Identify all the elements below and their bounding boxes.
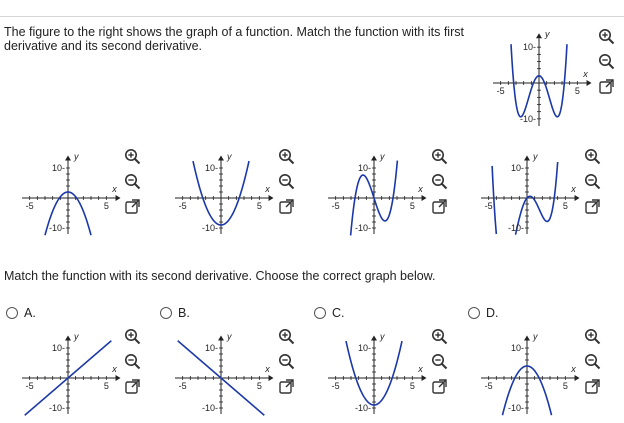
x-axis-arrow bbox=[269, 375, 274, 381]
x-axis-label: x bbox=[265, 184, 270, 194]
zoom-in-icon bbox=[584, 148, 601, 165]
graph-svg-c1 bbox=[25, 146, 120, 242]
zoom-in-icon bbox=[124, 148, 141, 165]
y-min-label: -10- bbox=[354, 403, 371, 413]
zoom-out-icon bbox=[431, 173, 448, 190]
y-max-label: 10- bbox=[204, 163, 218, 173]
x-axis-arrow bbox=[116, 375, 121, 381]
radio-d[interactable] bbox=[468, 307, 480, 319]
zoom-in-button-c2[interactable] bbox=[278, 148, 295, 165]
option-a-label: A. bbox=[24, 306, 36, 320]
x-axis-arrow bbox=[422, 195, 427, 201]
x-min-label: -5 bbox=[331, 201, 340, 211]
zoom-in-icon bbox=[431, 148, 448, 165]
zoom-out-button-top[interactable] bbox=[598, 53, 615, 70]
x-axis-label: x bbox=[571, 364, 576, 374]
zoom-out-icon bbox=[584, 353, 601, 370]
popout-icon bbox=[278, 378, 295, 395]
graph-c bbox=[331, 326, 438, 422]
y-axis-label: y bbox=[227, 331, 232, 342]
y-axis-label: y bbox=[74, 151, 79, 162]
popout-button-top[interactable] bbox=[598, 78, 615, 95]
zoom-in-icon bbox=[598, 28, 615, 45]
question-text: The figure to the right shows the graph of a function. Match the function with its first derivative and its second derivative. bbox=[4, 25, 464, 53]
y-axis-arrow bbox=[371, 336, 377, 341]
popout-button-c1[interactable] bbox=[124, 198, 141, 215]
x-min-label: -5 bbox=[484, 381, 493, 391]
y-axis-label: y bbox=[380, 151, 385, 162]
y-axis-arrow bbox=[65, 336, 71, 341]
zoom-out-icon bbox=[584, 173, 601, 190]
y-min-label: -10- bbox=[201, 403, 218, 413]
zoom-in-button-top[interactable] bbox=[598, 28, 615, 45]
x-min-label: -5 bbox=[25, 201, 34, 211]
x-min-label: -5 bbox=[178, 201, 187, 211]
y-axis-label: y bbox=[545, 29, 550, 40]
zoom-out-icon bbox=[278, 353, 295, 370]
option-a[interactable] bbox=[6, 306, 36, 320]
option-c-label: C. bbox=[332, 306, 345, 320]
y-axis-arrow bbox=[371, 156, 377, 161]
zoom-out-button-c[interactable] bbox=[431, 353, 448, 370]
graph-c3 bbox=[331, 146, 438, 242]
popout-button-c[interactable] bbox=[431, 378, 448, 395]
option-d[interactable] bbox=[468, 306, 499, 320]
x-axis-label: x bbox=[265, 364, 270, 374]
graph-c4 bbox=[484, 146, 591, 242]
zoom-out-icon bbox=[278, 173, 295, 190]
zoom-out-button-c3[interactable] bbox=[431, 173, 448, 190]
popout-button-a[interactable] bbox=[124, 378, 141, 395]
y-axis-arrow bbox=[218, 336, 224, 341]
y-max-label: 10- bbox=[510, 343, 524, 353]
graph-svg-c2 bbox=[178, 146, 273, 242]
graph-svg-c bbox=[331, 326, 426, 422]
zoom-in-icon bbox=[278, 328, 295, 345]
y-axis-arrow bbox=[524, 336, 530, 341]
y-max-label: 10- bbox=[522, 42, 536, 53]
radio-b[interactable] bbox=[160, 307, 172, 319]
x-axis-label: x bbox=[112, 184, 117, 194]
x-max-label: 5 bbox=[562, 381, 568, 391]
zoom-out-icon bbox=[124, 353, 141, 370]
graph-svg-b bbox=[178, 326, 273, 422]
zoom-in-icon bbox=[431, 328, 448, 345]
y-min-label: -10- bbox=[354, 223, 371, 233]
popout-icon bbox=[431, 378, 448, 395]
popout-icon bbox=[584, 378, 601, 395]
x-axis-label: x bbox=[418, 184, 423, 194]
zoom-in-icon bbox=[584, 328, 601, 345]
popout-icon bbox=[431, 198, 448, 215]
zoom-in-button-d[interactable] bbox=[584, 328, 601, 345]
x-axis-label: x bbox=[571, 184, 576, 194]
y-axis-arrow bbox=[524, 156, 530, 161]
y-axis-arrow bbox=[536, 33, 542, 38]
option-d-label: D. bbox=[486, 306, 499, 320]
graph-b bbox=[178, 326, 285, 422]
graph-a bbox=[25, 326, 132, 422]
y-axis-arrow bbox=[218, 156, 224, 161]
graph-svg-top bbox=[496, 24, 591, 134]
x-max-label: 5 bbox=[562, 201, 568, 211]
x-axis-label: x bbox=[112, 364, 117, 374]
x-min-label: -5 bbox=[331, 381, 340, 391]
popout-button-c2[interactable] bbox=[278, 198, 295, 215]
graph-c2 bbox=[178, 146, 285, 242]
x-max-label: 5 bbox=[409, 201, 415, 211]
x-min-label: -5 bbox=[484, 201, 493, 211]
popout-icon bbox=[278, 198, 295, 215]
y-axis-label: y bbox=[533, 151, 538, 162]
popout-icon bbox=[124, 198, 141, 215]
popout-icon bbox=[598, 78, 615, 95]
x-max-label: 5 bbox=[103, 201, 109, 211]
zoom-out-button-c2[interactable] bbox=[278, 173, 295, 190]
zoom-out-button-c4[interactable] bbox=[584, 173, 601, 190]
option-c[interactable] bbox=[314, 306, 345, 320]
popout-icon bbox=[584, 198, 601, 215]
radio-c[interactable] bbox=[314, 307, 326, 319]
zoom-in-icon bbox=[124, 328, 141, 345]
zoom-in-icon bbox=[278, 148, 295, 165]
x-min-label: -5 bbox=[178, 381, 187, 391]
graph-d bbox=[484, 326, 591, 422]
y-min-label: -10- bbox=[48, 403, 65, 413]
x-max-label: 5 bbox=[409, 381, 415, 391]
zoom-out-button-b[interactable] bbox=[278, 353, 295, 370]
y-min-label: -10- bbox=[519, 113, 536, 124]
zoom-out-icon bbox=[124, 173, 141, 190]
x-axis-arrow bbox=[269, 195, 274, 201]
x-axis-arrow bbox=[587, 80, 592, 86]
divider bbox=[0, 16, 624, 17]
radio-a[interactable] bbox=[6, 307, 18, 319]
y-max-label: 10- bbox=[204, 343, 218, 353]
graph-svg-d bbox=[484, 326, 579, 422]
x-max-label: 5 bbox=[256, 201, 262, 211]
x-axis-arrow bbox=[575, 375, 580, 381]
y-axis-label: y bbox=[74, 331, 79, 342]
zoom-out-button-d[interactable] bbox=[584, 353, 601, 370]
x-max-label: 5 bbox=[574, 86, 580, 96]
zoom-in-button-c[interactable] bbox=[431, 328, 448, 345]
popout-button-d[interactable] bbox=[584, 378, 601, 395]
zoom-in-button-b[interactable] bbox=[278, 328, 295, 345]
x-max-label: 5 bbox=[103, 381, 109, 391]
x-axis-arrow bbox=[422, 375, 427, 381]
popout-button-b[interactable] bbox=[278, 378, 295, 395]
y-max-label: 10- bbox=[51, 163, 65, 173]
x-max-label: 5 bbox=[256, 381, 262, 391]
y-max-label: 10- bbox=[510, 163, 524, 173]
y-max-label: 10- bbox=[357, 343, 371, 353]
y-min-label: -10- bbox=[48, 223, 65, 233]
second-prompt: Match the function with its second derivative. Choose the correct graph below. bbox=[4, 269, 436, 283]
graph-svg-c3 bbox=[331, 146, 426, 242]
zoom-in-button-a[interactable] bbox=[124, 328, 141, 345]
x-min-label: -5 bbox=[496, 86, 505, 96]
y-min-label: -10- bbox=[507, 403, 524, 413]
y-axis-arrow bbox=[65, 156, 71, 161]
zoom-out-icon bbox=[598, 53, 615, 70]
y-max-label: 10- bbox=[51, 343, 65, 353]
zoom-out-icon bbox=[431, 353, 448, 370]
zoom-in-button-c4[interactable] bbox=[584, 148, 601, 165]
zoom-out-button-c1[interactable] bbox=[124, 173, 141, 190]
y-min-label: -10- bbox=[507, 223, 524, 233]
y-max-label: 10- bbox=[357, 163, 371, 173]
x-axis-label: x bbox=[583, 69, 588, 79]
zoom-out-button-a[interactable] bbox=[124, 353, 141, 370]
y-min-label: -10- bbox=[201, 223, 218, 233]
y-axis-label: y bbox=[380, 331, 385, 342]
x-min-label: -5 bbox=[25, 381, 34, 391]
popout-button-c4[interactable] bbox=[584, 198, 601, 215]
y-axis-label: y bbox=[227, 151, 232, 162]
popout-button-c3[interactable] bbox=[431, 198, 448, 215]
option-b-label: B. bbox=[178, 306, 190, 320]
graph-top bbox=[496, 24, 603, 134]
x-axis-arrow bbox=[116, 195, 121, 201]
graph-svg-a bbox=[25, 326, 120, 422]
zoom-in-button-c1[interactable] bbox=[124, 148, 141, 165]
popout-icon bbox=[124, 378, 141, 395]
x-axis-label: x bbox=[418, 364, 423, 374]
x-axis-arrow bbox=[575, 195, 580, 201]
graph-svg-c4 bbox=[484, 146, 579, 242]
y-axis-label: y bbox=[533, 331, 538, 342]
option-b[interactable] bbox=[160, 306, 190, 320]
zoom-in-button-c3[interactable] bbox=[431, 148, 448, 165]
graph-c1 bbox=[25, 146, 132, 242]
